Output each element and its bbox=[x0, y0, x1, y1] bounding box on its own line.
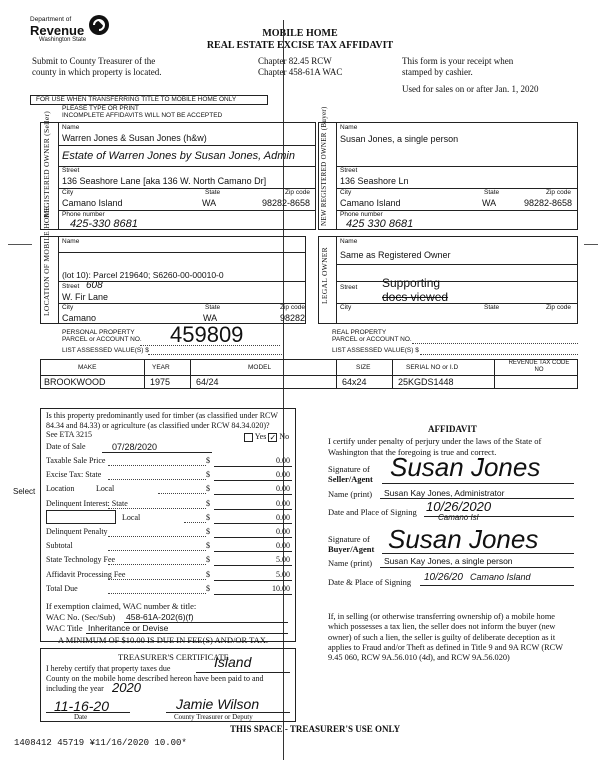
fraud-line5: 9.45 060, RCW 9A.56.010 (4d), and RCW 9A.56.020) bbox=[328, 653, 510, 663]
margin-mark-left bbox=[8, 244, 32, 245]
buyer-street-label: Street bbox=[340, 167, 358, 174]
fee-value-local[interactable]: 0.00 bbox=[276, 484, 290, 494]
mh-header-size: SIZE bbox=[356, 364, 371, 371]
title-line2: REAL ESTATE EXCISE TAX AFFIDAVIT bbox=[206, 40, 394, 51]
treasurer-date-label: Date bbox=[74, 713, 88, 721]
seller-sign-date[interactable]: 10/26/2020 bbox=[426, 499, 492, 514]
seller-side-label: REGISTERED OWNER (Seller) bbox=[42, 110, 51, 218]
buyer-sign-place[interactable]: Camano Island bbox=[470, 572, 531, 582]
exemption-intro: If exemption claimed, WAC number & title: bbox=[46, 601, 197, 611]
timber-no-checkbox[interactable]: ✓ bbox=[269, 432, 277, 442]
receipt-note bbox=[402, 56, 538, 95]
fee-label-affidavit: Affidavit Processing Fee bbox=[46, 569, 126, 579]
treasurer-date[interactable]: 11-16-20 bbox=[54, 698, 110, 714]
dor-logo-icon bbox=[88, 14, 110, 36]
buyer-print-rule bbox=[380, 567, 574, 568]
dor-logo bbox=[30, 14, 120, 50]
mh-col-divider3 bbox=[336, 359, 337, 389]
buyer-zip-label: Zip code bbox=[546, 189, 571, 196]
pp-parcel-label2: PARCEL or ACCOUNT NO. bbox=[62, 336, 142, 343]
receipt-line2: stamped by cashier. bbox=[402, 67, 473, 77]
fee-value-rule-subtotal bbox=[214, 551, 292, 552]
fee-value-penalty[interactable]: 0.00 bbox=[276, 527, 290, 536]
buyer-state[interactable]: WA bbox=[482, 198, 497, 208]
buyer-city-label: City bbox=[340, 189, 352, 196]
seller-rule3 bbox=[58, 188, 316, 189]
seller-sig-rule bbox=[382, 483, 574, 484]
mh-col-divider1 bbox=[144, 359, 145, 389]
mh-make[interactable]: BROOKWOOD bbox=[44, 377, 106, 387]
buyer-rule2 bbox=[336, 188, 578, 189]
fee-dots-excise bbox=[108, 479, 206, 480]
seller-name[interactable]: Warren Jones & Susan Jones (h&w) bbox=[62, 133, 207, 143]
timber-yes-checkbox[interactable] bbox=[244, 433, 253, 442]
date-of-sale-rule bbox=[102, 452, 212, 453]
seller-name-print-label: Name (print) bbox=[328, 489, 373, 499]
mh-header-revenue: REVENUE TAX CODE NO bbox=[508, 360, 570, 373]
legal-city-label: City bbox=[340, 304, 352, 311]
location-city-label: City bbox=[62, 304, 74, 311]
location-rule3 bbox=[58, 303, 306, 304]
seller-rule1 bbox=[58, 145, 316, 146]
treasurer-signature: Jamie Wilson bbox=[176, 696, 260, 712]
legal-state-label: State bbox=[484, 304, 500, 311]
buyer-name-print-label: Name (print) bbox=[328, 558, 373, 568]
wac-title[interactable]: Inheritance or Devise bbox=[88, 623, 169, 633]
location-zip-label: Zip code bbox=[280, 304, 305, 311]
fee-label-excise: Excise Tax: State bbox=[46, 470, 102, 480]
fee-value-rule-penalty bbox=[214, 537, 292, 538]
used-for-line: Used for sales on or after Jan. 1, 2020 bbox=[402, 84, 539, 94]
affidavit-title: AFFIDAVIT bbox=[428, 424, 477, 434]
fee-value-rule-total bbox=[214, 594, 292, 595]
pp-parcel-label1: PERSONAL PROPERTY bbox=[62, 329, 135, 336]
legal-name-label: Name bbox=[340, 238, 358, 245]
mh-header-make: MAKE bbox=[78, 364, 97, 371]
fee-location-label: Location bbox=[46, 484, 75, 494]
fee-dollar-penalty: $ bbox=[206, 527, 210, 536]
location-parcel-line[interactable]: (lot 10): Parcel 219640; S6260-00-00010-0 bbox=[62, 270, 224, 280]
location-street-label: Street bbox=[62, 283, 80, 290]
fee-dollar-subtotal: $ bbox=[206, 541, 210, 551]
mh-model[interactable]: 64/24 bbox=[196, 377, 219, 387]
seller-date-rule bbox=[424, 516, 574, 517]
seller-side-divider bbox=[58, 122, 59, 230]
select-location-label[interactable]: Select bbox=[13, 487, 36, 496]
chapter-line1: Chapter 82.45 RCW bbox=[258, 56, 332, 66]
fraud-warning bbox=[328, 612, 563, 663]
fee-dots-local bbox=[158, 493, 206, 494]
incomplete-notice: INCOMPLETE AFFIDAVITS WILL NOT BE ACCEPTED bbox=[62, 112, 223, 119]
buyer-sign-date[interactable]: 10/26/20 bbox=[424, 572, 463, 583]
seller-street[interactable]: 136 Seashore Lane [aka 136 W. North Camano Dr] bbox=[62, 176, 267, 186]
buyer-sig-rule bbox=[382, 553, 574, 554]
buyer-city[interactable]: Camano Island bbox=[340, 198, 401, 208]
location-city[interactable]: Camano bbox=[62, 313, 97, 323]
fee-value-rule-excise bbox=[214, 480, 292, 481]
wac-title-label: WAC Title bbox=[46, 623, 83, 633]
fee-value-affidavit[interactable]: 5.00 bbox=[276, 569, 290, 579]
treasurer-county[interactable]: Island bbox=[214, 654, 252, 670]
fee-dollar-delinquent: $ bbox=[206, 498, 210, 508]
location-select-box[interactable] bbox=[46, 510, 116, 524]
seller-name-handwritten: Estate of Warren Jones by Susan Jones, Admin bbox=[62, 150, 295, 162]
legal-rule2 bbox=[336, 281, 578, 282]
legal-owner-name[interactable]: Same as Registered Owner bbox=[340, 250, 451, 260]
county-rule bbox=[196, 672, 290, 673]
dept-line2: Revenue bbox=[30, 23, 85, 38]
mh-size[interactable]: 64x24 bbox=[342, 377, 367, 387]
timber-yes-label: Yes bbox=[254, 432, 267, 441]
mh-year[interactable]: 1975 bbox=[150, 377, 171, 387]
rp-parcel-label1: REAL PROPERTY bbox=[332, 329, 387, 336]
location-street-number[interactable]: 608 bbox=[86, 280, 103, 291]
date-of-sale-label: Date of Sale bbox=[46, 442, 86, 451]
form-title bbox=[200, 28, 400, 51]
seller-state[interactable]: WA bbox=[202, 198, 217, 208]
buyer-side-label: NEW REGISTERED OWNER (Buyer) bbox=[320, 106, 328, 226]
mh-header-model: MODEL bbox=[248, 364, 272, 371]
receipt-line1: This form is your receipt when bbox=[402, 56, 514, 66]
mh-serial[interactable]: 25KGDS1448 bbox=[398, 377, 454, 387]
fraud-line2: which possesses a tax lien, the seller does not inform the buyer (new bbox=[328, 622, 556, 632]
fee-value-taxable[interactable]: 0.00 bbox=[276, 456, 290, 465]
buyer-side-divider bbox=[336, 122, 337, 230]
mh-header-serial: SERIAL NO or I.D bbox=[406, 364, 459, 371]
fee-label-taxable: Taxable Sale Price bbox=[46, 456, 106, 465]
cashier-receipt-stamp: 1408412 45719 ¥11/16/2020 10.00* bbox=[14, 738, 187, 748]
location-name-label: Name bbox=[62, 238, 80, 245]
fee-dollar-excise: $ bbox=[206, 470, 210, 480]
minimum-note: A MINIMUM OF $10.00 IS DUE IN FEE(S) AND/OR TAX. bbox=[58, 635, 269, 645]
submit-line1: Submit to County Treasurer of the bbox=[32, 56, 156, 66]
treasurer-deputy-label: County Treasurer or Deputy bbox=[174, 713, 253, 721]
location-rule1 bbox=[58, 252, 306, 253]
buyer-state-label: State bbox=[484, 189, 500, 196]
fee-dots-affidavit bbox=[108, 579, 206, 580]
treasurer-line1: I hereby certify that property taxes due bbox=[46, 664, 171, 673]
fee-value-delinquent[interactable]: 0.00 bbox=[276, 498, 290, 508]
timber-yes-no bbox=[244, 432, 289, 442]
pp-account-number[interactable]: 459809 bbox=[170, 322, 244, 347]
chapter-ref bbox=[258, 56, 342, 78]
legal-note-line2: docs viewed bbox=[382, 290, 449, 304]
fee-dots-penalty bbox=[108, 536, 206, 537]
legal-rule3 bbox=[336, 303, 578, 304]
fraud-line3: owner) of such a lien, the seller is guilty of deliberate deception as it bbox=[328, 632, 556, 642]
fraud-line4: applies to Fraud and/or Theft as defined in Title 9 and 9A RCW (RCW bbox=[328, 642, 563, 652]
fee-value-excise[interactable]: 0.00 bbox=[276, 470, 290, 480]
buyer-name-label: Name bbox=[340, 124, 358, 131]
fee-label-delinquent: Delinquent Interest: State bbox=[46, 498, 128, 508]
location-side-label: LOCATION OF MOBILE HOME bbox=[42, 205, 51, 316]
fee-value-rule-local2 bbox=[214, 523, 292, 524]
fee-value-rule-delinquent bbox=[214, 509, 292, 510]
pp-assessed-dots bbox=[148, 354, 282, 355]
buyer-sig-label2: Buyer/Agent bbox=[328, 544, 375, 554]
fee-dots-subtotal bbox=[108, 550, 206, 551]
fee-label-tech: State Technology Fee bbox=[46, 555, 116, 565]
rp-list-assessed: LIST ASSESSED VALUE(S) $ bbox=[332, 347, 419, 354]
legal-side-divider bbox=[336, 236, 337, 324]
treasurer-year[interactable]: 2020 bbox=[112, 680, 141, 695]
margin-mark-right bbox=[584, 244, 598, 245]
buyer-print-name[interactable]: Susan Kay Jones, a single person bbox=[384, 556, 513, 566]
mh-header-year: YEAR bbox=[152, 364, 170, 371]
fee-dots-delinquent bbox=[108, 508, 206, 509]
buyer-date-place-label: Date & Place of Signing bbox=[328, 577, 412, 587]
buyer-street[interactable]: 136 Seashore Ln bbox=[340, 176, 409, 186]
seller-zip-label: Zip code bbox=[285, 189, 310, 196]
mh-col-divider4 bbox=[392, 359, 393, 389]
buyer-signature: Susan Jones bbox=[388, 524, 539, 554]
affidavit-cert1: I certify under penalty of perjury under the laws of the State of bbox=[328, 436, 542, 446]
legal-side-label: LEGAL OWNER bbox=[320, 247, 329, 304]
fee-label-subtotal: Subtotal bbox=[46, 541, 73, 551]
seller-phone-label: Phone number bbox=[62, 211, 105, 218]
buyer-phone-label: Phone number bbox=[340, 211, 383, 218]
timber-no-label: No bbox=[279, 432, 290, 441]
fee-dots-local2 bbox=[184, 522, 206, 523]
fee-dots-total bbox=[108, 593, 206, 594]
seller-rule2 bbox=[58, 166, 316, 167]
mh-col-divider5 bbox=[494, 359, 495, 389]
seller-state-label: State bbox=[205, 189, 221, 196]
buyer-phone[interactable]: 425 330 8681 bbox=[346, 218, 414, 230]
location-state[interactable]: WA bbox=[203, 313, 218, 323]
fee-label-total: Total Due bbox=[46, 583, 78, 593]
fee-label-penalty: Delinquent Penalty bbox=[46, 527, 108, 536]
fee-dollar-taxable: $ bbox=[206, 456, 210, 465]
location-zip[interactable]: 98282 bbox=[280, 313, 306, 323]
affidavit-cert2: Washington that the foregoing is true and correct. bbox=[328, 446, 497, 457]
fraud-line1: If, in selling (or otherwise transferring ownership of) a mobile home bbox=[328, 612, 555, 621]
fee-dollar-local: $ bbox=[206, 484, 210, 494]
seller-city-label: City bbox=[62, 189, 74, 196]
seller-sig-label2: Seller/Agent bbox=[328, 474, 373, 484]
fee-value-rule-taxable bbox=[214, 466, 292, 467]
treasurer-title: TREASURER'S CERTIFICATE bbox=[118, 652, 229, 662]
wac-no[interactable]: 458-61A-202(6)(f) bbox=[126, 612, 194, 622]
treasurer-line2: County on the mobile home described hereon have been paid to and bbox=[46, 674, 264, 683]
mh-col-divider2 bbox=[190, 359, 191, 389]
dept-line3: Washington State bbox=[39, 37, 87, 43]
fee-dots-taxable bbox=[108, 465, 206, 466]
treasurer-line3: including the year bbox=[46, 684, 104, 693]
location-state-label: State bbox=[205, 304, 221, 311]
buyer-date-rule bbox=[420, 585, 574, 586]
use-notice: FOR USE WHEN TRANSFERRING TITLE TO MOBILE HOME ONLY bbox=[36, 96, 237, 103]
dept-line1: Department of bbox=[30, 16, 72, 23]
seller-signature: Susan Jones bbox=[390, 452, 541, 482]
seller-phone[interactable]: 425-330 8681 bbox=[70, 218, 138, 230]
wac-title-rule bbox=[86, 633, 288, 634]
chapter-line2: Chapter 458-61A WAC bbox=[258, 67, 343, 77]
buyer-sig-label bbox=[328, 534, 374, 554]
seller-print-name[interactable]: Susan Kay Jones, Administrator bbox=[384, 488, 505, 498]
mobile-home-table bbox=[40, 359, 578, 389]
fee-value-total[interactable]: 10.00 bbox=[272, 583, 290, 593]
fee-label-local: Local bbox=[96, 484, 115, 494]
treasurer-date-rule bbox=[46, 712, 130, 713]
title-line1: MOBILE HOME bbox=[262, 28, 338, 39]
fee-dollar-local2: $ bbox=[206, 512, 210, 522]
mh-table-header-rule bbox=[40, 375, 578, 376]
rp-parcel-dots bbox=[412, 343, 578, 344]
seller-date-place-label: Date and Place of Signing bbox=[328, 507, 417, 517]
buyer-name[interactable]: Susan Jones, a single person bbox=[340, 134, 459, 144]
fee-dollar-affidavit: $ bbox=[206, 569, 210, 579]
fee-value-local2[interactable]: 0.00 bbox=[276, 512, 290, 522]
buyer-zip[interactable]: 98282-8658 bbox=[524, 198, 573, 208]
legal-zip-label: Zip code bbox=[546, 304, 571, 311]
wac-no-label: WAC No. (Sec/Sub) bbox=[46, 612, 116, 622]
location-side-divider bbox=[58, 236, 59, 324]
buyer-sig-label1: Signature of bbox=[328, 534, 370, 544]
date-of-sale[interactable]: 07/28/2020 bbox=[112, 442, 158, 452]
rp-assessed-dots bbox=[420, 354, 578, 355]
timber-q3: See ETA 3215 bbox=[46, 430, 93, 439]
submit-instructions bbox=[32, 56, 161, 78]
fee-value-tech[interactable]: 5.00 bbox=[276, 555, 290, 565]
seller-sign-place[interactable]: Camano Isl bbox=[438, 513, 479, 522]
legal-street-label: Street bbox=[340, 284, 358, 291]
location-street[interactable]: W. Fir Lane bbox=[62, 292, 109, 302]
fee-value-rule-tech bbox=[214, 565, 292, 566]
seller-sig-label1: Signature of bbox=[328, 464, 370, 474]
buyer-rule1 bbox=[336, 166, 578, 167]
timber-q1: Is this property predominantly used for timber (as classified under RCW bbox=[46, 411, 278, 420]
rp-parcel-label2: PARCEL or ACCOUNT NO. bbox=[332, 336, 412, 343]
legal-note-line1: Supporting bbox=[382, 276, 441, 290]
pp-list-assessed: LIST ASSESSED VALUE(S) $ bbox=[62, 347, 149, 354]
seller-zip[interactable]: 98282-8658 bbox=[262, 198, 311, 208]
submit-line2: county in which property is located. bbox=[32, 67, 162, 77]
seller-street-label: Street bbox=[62, 167, 80, 174]
fee-dollar-total: $ bbox=[206, 583, 210, 593]
type-print-notice: PLEASE TYPE OR PRINT bbox=[62, 105, 139, 112]
fee-label-local2: Local bbox=[122, 512, 141, 522]
timber-q2: 84.34 and 84.33) or agriculture (as classified under RCW 84.34.020)? bbox=[46, 420, 270, 430]
fee-value-subtotal[interactable]: 0.00 bbox=[276, 541, 290, 551]
seller-name-label: Name bbox=[62, 124, 80, 131]
location-block bbox=[40, 236, 306, 324]
fee-value-rule-local bbox=[214, 494, 292, 495]
fee-value-rule-affidavit bbox=[214, 580, 292, 581]
fee-dollar-tech: $ bbox=[206, 555, 210, 565]
fee-dots-tech bbox=[108, 564, 206, 565]
seller-city[interactable]: Camano Island bbox=[62, 198, 123, 208]
legal-rule1 bbox=[336, 264, 578, 265]
treasurer-use-only: THIS SPACE - TREASURER'S USE ONLY bbox=[230, 724, 401, 734]
seller-sig-label bbox=[328, 464, 373, 484]
